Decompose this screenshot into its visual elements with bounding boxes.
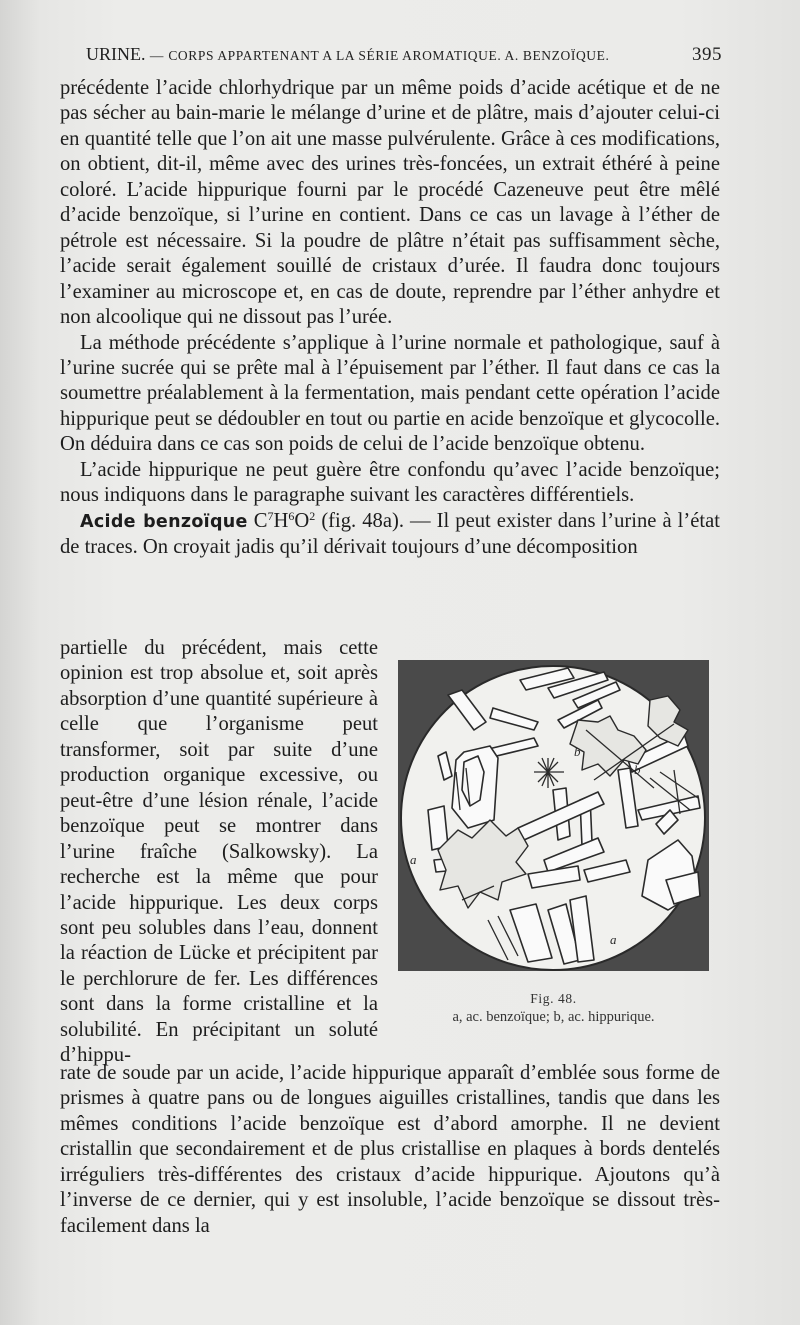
formula-c-count: 7 (267, 508, 274, 523)
running-head-urine: URINE. (86, 44, 146, 64)
paragraph-3: L’acide hippurique ne peut guère être confondu qu’avec l’acide benzoïque; nous indiquons dans le paragraphe suivant les caractères différentiels. (60, 458, 720, 507)
running-head (86, 44, 722, 74)
paragraph-4 (60, 509, 720, 561)
running-head-left (86, 44, 609, 65)
wrapped-column-text (60, 636, 378, 1069)
paragraph-4-text: — Il peut exister dans l’urine à l’état de traces. On croyait jadis qu’il dérivait toujours d’une décomposition (60, 509, 720, 559)
section-heading-benzoic-acid: Acide benzoïque (80, 511, 248, 532)
figure-label-a-2: a (610, 932, 617, 947)
paragraph-2: La méthode précédente s’applique à l’urine normale et pathologique, sauf à l’urine sucrée qui se prête mal à l’épuisement par l’éther. Il faut dans ce cas la soumettre préalablement à la fermentation, mais pendant cette opération l’acide hippurique peut se dédoubler en tout ou partie en acide benzoïque et glycocolle. On déduira dans ce cas son poids de celui de l’acide benzoïque obtenu. (60, 331, 720, 456)
formula-h: H (273, 509, 289, 532)
figure-reference: (fig. 48a). (321, 509, 404, 532)
formula-o-count: 2 (309, 508, 316, 523)
figure-48-crystals (398, 660, 709, 971)
running-head-dash: — (149, 48, 164, 63)
formula-o: O (294, 509, 310, 532)
main-text (60, 76, 720, 561)
caption-title: Fig. 48. (530, 991, 577, 1006)
figure-label-b-1: b (574, 744, 581, 759)
caption-text: a, ac. benzoïque; b, ac. hippurique. (452, 1009, 655, 1025)
formula-h-count: 6 (288, 508, 295, 523)
figure-label-a-1: a (410, 852, 417, 867)
chemical-formula (254, 510, 316, 532)
paragraph-1: précédente l’acide chlorhydrique par un même poids d’acide acétique et de ne pas sécher au bain-marie le mélange d’urine et de plâtre, mais d’ajouter celui-ci en quantité telle que l’on ait une masse pulvérulente. Grâce à ces modifications, on obtient, dit-il, même avec des urines très-foncées, un extrait éthéré à peine coloré. L’acide hippurique fourni par le procédé Cazeneuve peut être mêlé d’acide benzoïque, si l’urine en contient. Dans ce cas un lavage à l’éther de pétrole est nécessaire. Si la poudre de plâtre n’était pas suffisamment sèche, l’acide serait également souillé de cristaux d’urée. Il faudra donc toujours l’examiner au microscope et, en cas de doute, reprendre par l’éther anhydre et non alcoolique qui ne dissout pas l’urée. (60, 77, 720, 329)
running-head-title: CORPS APPARTENANT A LA SÉRIE AROMATIQUE. A. BENZOÏQUE. (168, 48, 610, 63)
figure-caption (398, 990, 709, 1026)
continuation-text (60, 1061, 720, 1239)
figure-label-b-2: b (634, 762, 641, 777)
formula-c: C (253, 509, 268, 532)
microscope-field-illustration (398, 660, 709, 971)
column-paragraph: partielle du précédent, mais cette opinion est trop absolue et, soit après absorption d’une quantité supérieure à celle que l’organisme peut transformer, soit par suite d’une production organique excessive, ou peut-être d’une lésion rénale, l’acide benzoïque peut se montrer dans l’urine fraîche (Salkowsky). La recherche est la même que pour l’acide hippurique. Les deux corps sont peu solubles dans l’eau, donnent la réaction de Lücke et précipitent par le perchlorure de fer. Les différences sont dans la forme cristalline et la solubilité. En précipitant un soluté d’hippu- (60, 637, 378, 1067)
page-number: 395 (692, 44, 722, 65)
continuation-paragraph: rate de soude par un acide, l’acide hippurique apparaît d’emblée sous forme de prismes à quatre pans ou de longues aiguilles cristallines, tandis que dans les mêmes conditions l’acide benzoïque est d’abord amorphe. Il ne devient cristallin que secondairement et de plus cristallise en plaques à bords dentelés irréguliers très-différentes des cristaux d’acide hippurique. Ajoutons qu’à l’inverse de ce dernier, qui y est insoluble, l’acide benzoïque se dissout très-facilement dans la (60, 1062, 720, 1237)
